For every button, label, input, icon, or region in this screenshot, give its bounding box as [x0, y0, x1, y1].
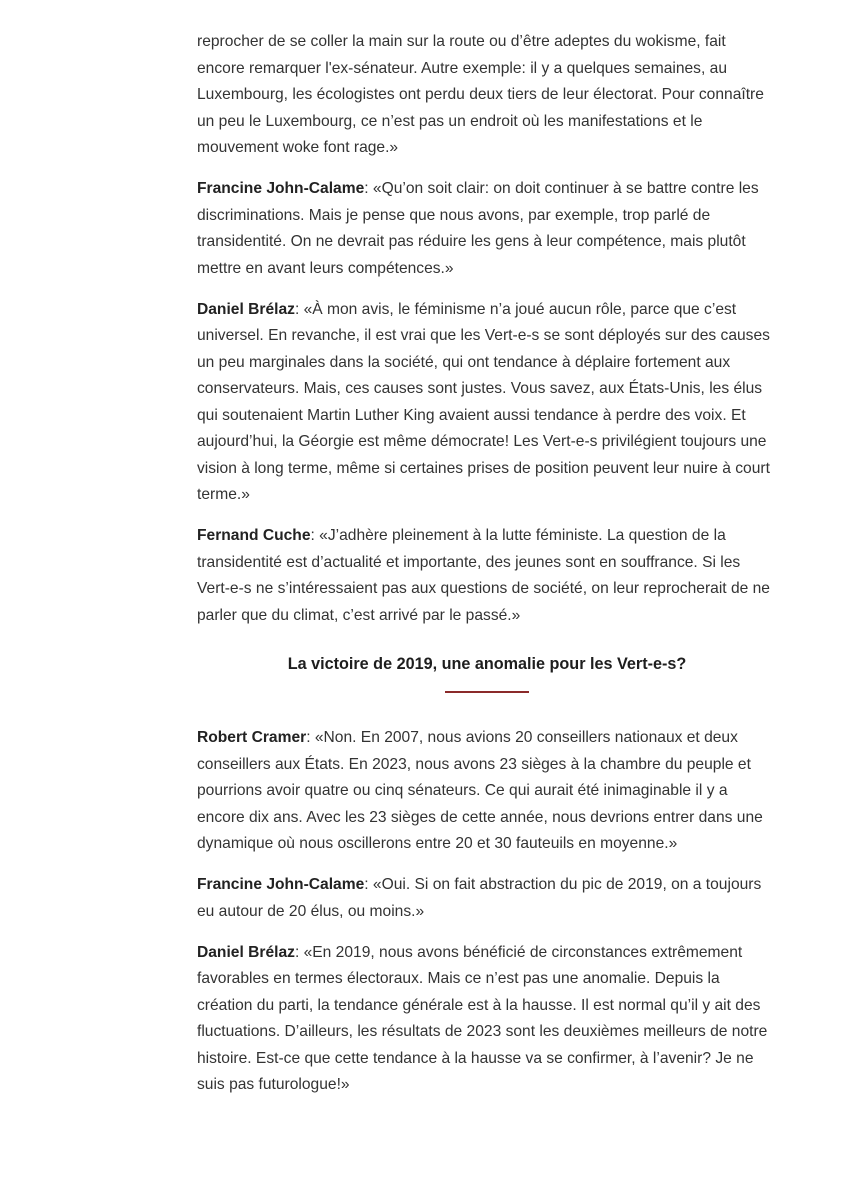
quote-text: : «J’adhère pleinement à la lutte féministe. La question de la transidentité est d’actualité et importante, des jeunes sont en souffrance. Si les Vert-e-s ne s’intéressaient pas aux questions de société, on leur reprocherait de ne parler que du climat, c’est arrivé par le passé.» — [197, 527, 770, 624]
speaker-name: Robert Cramer — [197, 729, 307, 746]
intro-paragraph: reprocher de se coller la main sur la route ou d’être adeptes du wokisme, fait encore remarquer l'ex-sénateur. Autre exemple: il y a quelques semaines, au Luxembourg, les écologistes ont perdu deux tiers de leur électorat. Pour connaître un peu le Luxembourg, ce n’est pas un endroit où les manifestations et le mouvement woke font rage.» — [197, 33, 764, 156]
quote-text: : «Qu’on soit clair: on doit continuer à se battre contre les discriminations. Mais je pense que nous avons, par exemple, trop parlé de transidentité. On ne devrait pas réduire les gens à leur compétence, mais plutôt mettre en avant leurs compétences.» — [197, 180, 759, 277]
quote-paragraph — [197, 176, 777, 282]
section-heading: La victoire de 2019, une anomalie pour les Vert-e-s? — [287, 655, 687, 673]
quote-paragraph — [197, 872, 777, 925]
speaker-name: Fernand Cuche — [197, 527, 311, 544]
quote-text: : «Non. En 2007, nous avions 20 conseillers nationaux et deux conseillers aux États. En 2023, nous avons 23 sièges à la chambre du peuple et pourrions avoir quatre ou cinq sénateurs. Ce qui aurait été inimaginable il y a encore dix ans. Avec les 23 sièges de cette année, nous devrions entrer dans une dynamique où nous oscillerons entre 20 et 30 fauteuils en moyenne.» — [197, 729, 763, 852]
quote-text: : «En 2019, nous avons bénéficié de circonstances extrêmement favorables en termes électoraux. Mais ce n’est pas une anomalie. Depuis la création du parti, la tendance générale est à la hausse. Il est normal qu’il y ait des fluctuations. D’ailleurs, les résultats de 2023 sont les deuxièmes meilleurs de notre histoire. Est-ce que cette tendance à la hausse va se confirmer, à l’avenir? Je ne suis pas futurologue!» — [197, 943, 768, 1093]
speaker-name: Daniel Brélaz — [197, 300, 295, 318]
quote-paragraph — [197, 940, 777, 1099]
quote-paragraph — [197, 297, 777, 509]
quote-text: : «À mon avis, le féminisme n’a joué aucun rôle, parce que c’est universel. En revanche, il est vrai que les Vert-e-s se sont déployés sur des causes un peu marginales dans la société, qui ont tendance à déplaire fortement aux conservateurs. Mais, ces causes sont justes. Vous savez, aux États-Unis, les élus qui soutenaient Martin Luther King avaient aussi tendance à perdre des voix. Et aujourd’hui, la Géorgie est même démocrate! Les Vert-e-s privilégient toujours une vision à long terme, même si certaines prises de position peuvent leur nuire à court terme.» — [197, 300, 770, 503]
quote-paragraph — [197, 523, 777, 629]
heading-divider — [445, 691, 529, 693]
quote-paragraph — [197, 725, 777, 858]
speaker-name: Daniel Brélaz — [197, 943, 295, 961]
quote-text: : «Oui. Si on fait abstraction du pic de 2019, on a toujours eu autour de 20 élus, ou moins.» — [197, 876, 762, 920]
speaker-name: Francine John-Calame — [197, 180, 365, 197]
article-body — [197, 29, 777, 1113]
speaker-name: Francine John-Calame — [197, 876, 365, 893]
